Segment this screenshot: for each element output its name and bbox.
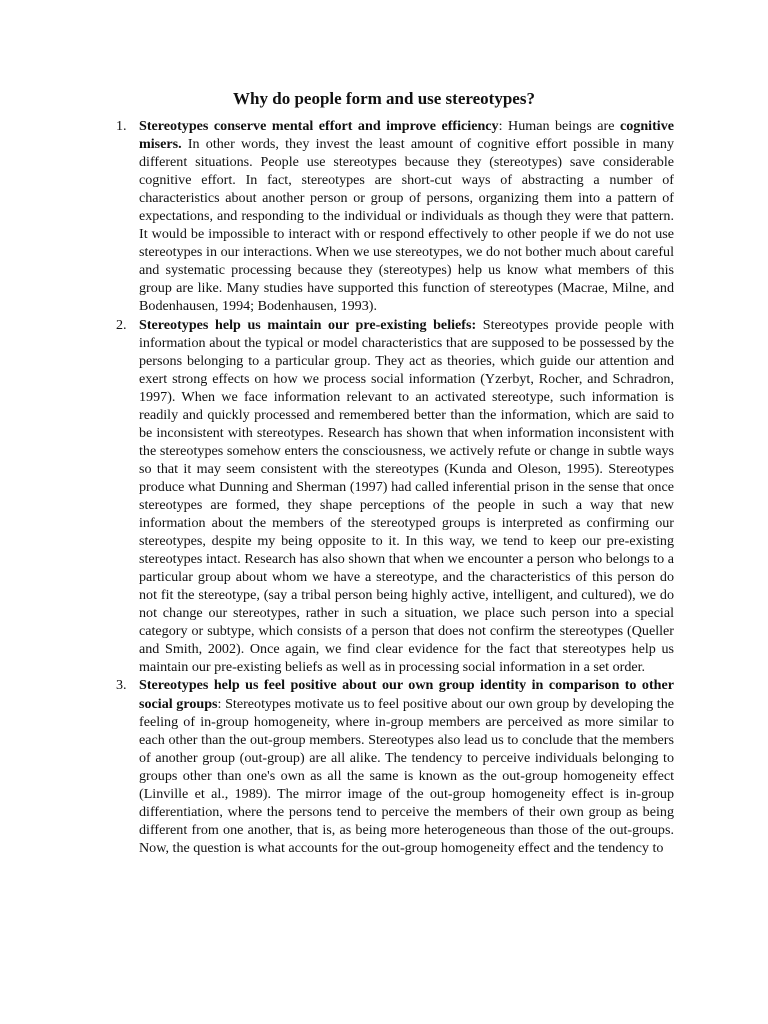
page-title: Why do people form and use stereotypes?	[233, 89, 535, 108]
item-emphasis: cognitive misers.	[139, 118, 674, 153]
item-heading: Stereotypes conserve mental effort and improve efficiency	[139, 118, 499, 134]
item-text: Stereotypes provide people with information about the typical or model characteristics that are supposed to be possessed by the persons belonging to a particular group. They act as theories, which guide our attention and exert strong effects on how we process social information (Yzerbyt, Rocher, and Schradron, 1997). When we face information relevant to an activated stereotype, such information is readily and quickly processed and remembered better than the information, which are said to be inconsistent with stereotypes. Research has shown that when information inconsistent with the stereotypes somehow enters the consciousness, we actively refute or change in subtle ways so that it may seem consistent with the stereotypes (Kunda and Oleson, 1995). Stereotypes produce what Dunning and Sherman (1997) had called inferential prison in the sense that once stereotypes are formed, they shape perceptions of the people in such a way that new information about the members of the stereotyped groups is interpreted as confirming our stereotypes, despite my being opposite to it. In this way, we tend to keep our pre-existing stereotypes intact. Research has also shown that when we encounter a person who belongs to a particular group about whom we have a stereotype, and the characteristics of this person do not fit the stereotype, (say a tribal person being highly active, intelligent, and cultured), we do not change our stereotypes, rather in such a situation, we place such person into a special category or subtype, which consists of a person that does not confirm the stereotypes (Queller and Smith, 2002). Once again, we find clear evidence for the fact that stereotypes help us maintain our pre-existing beliefs as well as in processing social information in a set order.	[139, 316, 674, 676]
list-item	[116, 117, 674, 316]
item-number: 1.	[116, 118, 127, 134]
reasons-list	[116, 117, 674, 857]
item-text: : Stereotypes motivate us to feel positive about our own group by developing the feeling of in-group homogeneity, where in-group members are perceived as more similar to each other than the out-group members. Stereotypes also lead us to conclude that the members of another group (out-group) are all alike. The tendency to perceive individuals belonging to groups other than one's own as all the same is known as the out-group homogeneity effect (Linville et al., 1989). The mirror image of the out-group homogeneity effect is in-group differentiation, where the persons tend to perceive the members of their own group as being different from one another, that is, as being more heterogeneous than those of the out-groups. Now, the question is what accounts for the out-group homogeneity effect and the tendency to	[139, 695, 674, 856]
list-item	[116, 316, 674, 677]
list-item	[116, 676, 674, 856]
item-number: 2.	[116, 316, 127, 333]
item-text: : Human beings are	[498, 118, 620, 134]
item-number: 3.	[116, 677, 127, 694]
item-heading: Stereotypes help us feel positive about our own group identity in comparison to other social groups	[139, 677, 674, 712]
item-text: In other words, they invest the least amount of cognitive effort possible in many different situations. People use stereotypes because they (stereotypes) save considerable cognitive effort. In fact, stereotypes are short-cut ways of abstracting a number of characteristics about another person or group of persons, organizing them into a pattern of expectations, and responding to the individual or individuals as though they were that pattern. It would be impossible to interact with or respond effectively to other people if we do not use stereotypes in our interactions. When we use stereotypes, we do not bother much about careful and systematic processing because they (stereotypes) help us know what members of this group are like. Many studies have supported this function of stereotypes (Macrae, Milne, and Bodenhausen, 1994; Bodenhausen, 1993).	[139, 136, 674, 315]
item-heading: Stereotypes help us maintain our pre-existing beliefs:	[139, 316, 477, 333]
